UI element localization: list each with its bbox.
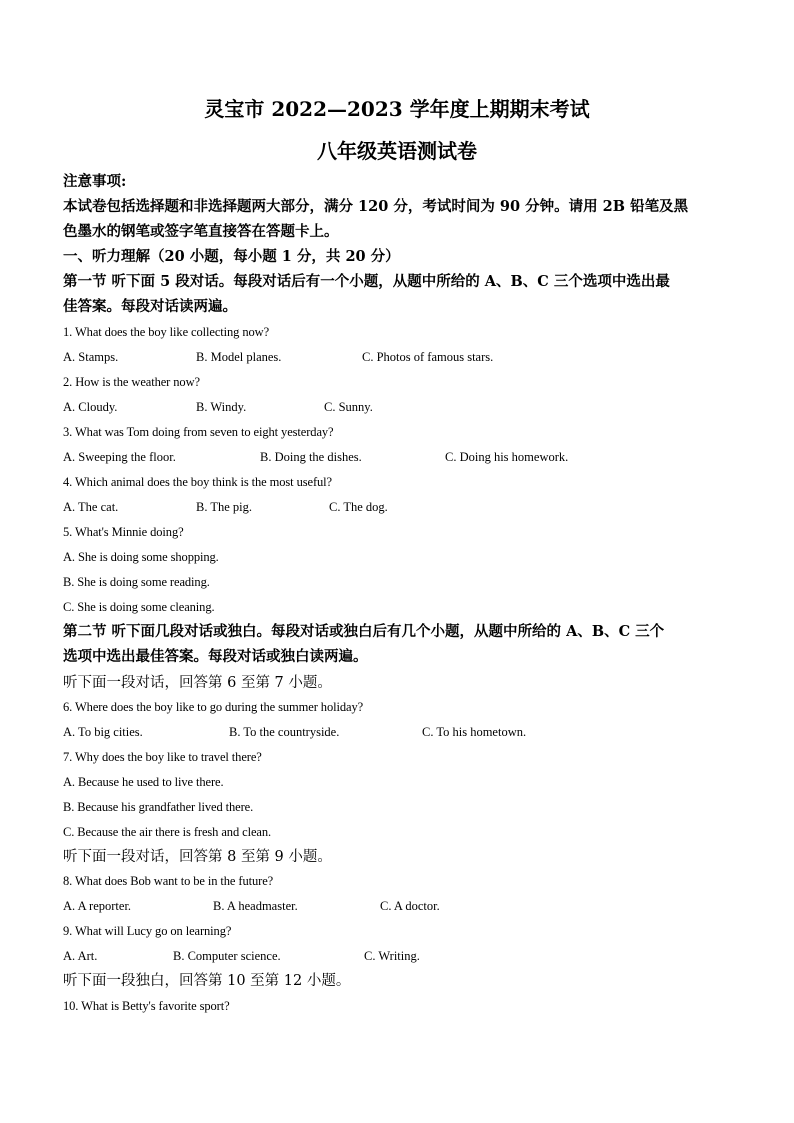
question-9: 9. What will Lucy go on learning?: [63, 924, 232, 938]
section2-instruction-line-1: 第二节 听下面几段对话或独白。每段对话或独白后有几个小题，从题中所给的 A、B、C 三个: [63, 623, 665, 640]
q2-option-a: A. Cloudy.: [63, 400, 118, 414]
question-7: 7. Why does the boy like to travel there?: [63, 750, 262, 764]
question-2: 2. How is the weather now?: [63, 375, 200, 389]
exam-subtitle: 八年级英语测试卷: [317, 139, 477, 163]
q7-option-a: A. Because he used to live there.: [63, 775, 224, 789]
notes-line-2: 色墨水的钢笔或签字笔直接答在答题卡上。: [63, 223, 339, 240]
notes-heading: 注意事项:: [63, 173, 127, 190]
q5-option-a: A. She is doing some shopping.: [63, 550, 219, 564]
q3-option-c: C. Doing his homework.: [445, 450, 569, 464]
section2-instruction-line-2: 选项中选出最佳答案。每段对话或独白读两遍。: [63, 648, 368, 665]
question-8: 8. What does Bob want to be in the future?: [63, 874, 274, 888]
q7-option-b: B. Because his grandfather lived there.: [63, 800, 254, 814]
q7-option-c: C. Because the air there is fresh and clean.: [63, 825, 272, 839]
notes-line-1: 本试卷包括选择题和非选择题两大部分，满分 120 分，考试时间为 90 分钟。请用 2B 铅笔及黑: [63, 198, 689, 215]
part1-heading: 一、听力理解（20 小题，每小题 1 分，共 20 分）: [63, 248, 400, 265]
q9-option-b: B. Computer science.: [173, 949, 281, 963]
question-6: 6. Where does the boy like to go during the summer holiday?: [63, 700, 364, 714]
instruction-q8-q9: 听下面一段对话，回答第 8 至第 9 小题。: [63, 849, 332, 865]
question-5: 5. What's Minnie doing?: [63, 525, 184, 539]
question-10: 10. What is Betty's favorite sport?: [63, 999, 230, 1013]
q8-option-b: B. A headmaster.: [213, 899, 298, 913]
question-4: 4. Which animal does the boy think is the most useful?: [63, 475, 332, 489]
q8-option-c: C. A doctor.: [380, 899, 440, 913]
q6-option-c: C. To his hometown.: [422, 725, 527, 739]
instruction-q10-q12: 听下面一段独白，回答第 10 至第 12 小题。: [63, 973, 351, 989]
exam-title: 灵宝市 2022—2023 学年度上期期末考试: [204, 97, 590, 121]
q2-option-b: B. Windy.: [196, 400, 247, 414]
q2-option-c: C. Sunny.: [324, 400, 373, 414]
q3-option-b: B. Doing the dishes.: [260, 450, 362, 464]
section1-instruction-line-1: 第一节 听下面 5 段对话。每段对话后有一个小题，从题中所给的 A、B、C 三个选项中选出最: [63, 273, 670, 290]
q6-option-a: A. To big cities.: [63, 725, 143, 739]
q9-option-c: C. Writing.: [364, 949, 420, 963]
q4-option-b: B. The pig.: [196, 500, 253, 514]
q4-option-c: C. The dog.: [329, 500, 388, 514]
q1-option-c: C. Photos of famous stars.: [362, 350, 494, 364]
q5-option-c: C. She is doing some cleaning.: [63, 600, 215, 614]
section1-instruction-line-2: 佳答案。每段对话读两遍。: [63, 298, 237, 315]
q5-option-b: B. She is doing some reading.: [63, 575, 210, 589]
instruction-q6-q7: 听下面一段对话，回答第 6 至第 7 小题。: [63, 675, 332, 691]
q6-option-b: B. To the countryside.: [229, 725, 340, 739]
q1-option-b: B. Model planes.: [196, 350, 282, 364]
q1-option-a: A. Stamps.: [63, 350, 119, 364]
q9-option-a: A. Art.: [63, 949, 98, 963]
q4-option-a: A. The cat.: [63, 500, 119, 514]
q8-option-a: A. A reporter.: [63, 899, 132, 913]
question-3: 3. What was Tom doing from seven to eight yesterday?: [63, 425, 334, 439]
q3-option-a: A. Sweeping the floor.: [63, 450, 176, 464]
question-1: 1. What does the boy like collecting now?: [63, 325, 270, 339]
